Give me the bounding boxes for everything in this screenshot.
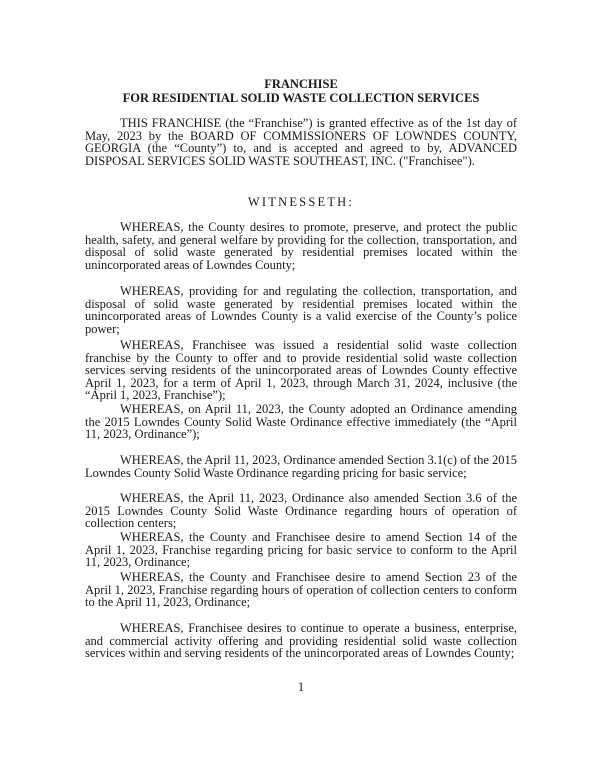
- whereas-paragraph-1: WHEREAS, the County desires to promote, preserve, and protect the public health, safety, and general welfare by providing for the collection, transportation, and disposal of solid waste generated by residential premises located within the unincorporated areas of Lowndes County;: [85, 220, 517, 272]
- whereas-paragraph-7: WHEREAS, the County and Franchisee desire to amend Section 14 of the April 1, 2023, Franchise regarding pricing for basic service to conform to the April 11, 2023, Ordinance;: [85, 530, 517, 570]
- whereas-paragraph-9: WHEREAS, Franchisee desires to continue to operate a business, enterprise, and commercial activity offering and providing residential solid waste collection services within and serving residents of the unincorporated areas of Lowndes County;: [85, 621, 517, 661]
- intro-paragraph: THIS FRANCHISE (the “Franchise”) is granted effective as of the 1st day of May, 2023 by the BOARD OF COMMISSIONERS OF LOWNDES COUNTY, GEORGIA (the “County”) to, and is accepted and agreed to by, ADVANCED DISPOSAL SERVICES SOLID WASTE SOUTHEAST, INC. ("Franchisee").: [85, 116, 517, 168]
- whereas-paragraph-6: WHEREAS, the April 11, 2023, Ordinance also amended Section 3.6 of the 2015 Lowndes County Solid Waste Ordinance regarding hours of operation of collection centers;: [85, 491, 517, 531]
- document-title: [85, 78, 517, 104]
- whereas-paragraph-3: WHEREAS, Franchisee was issued a residential solid waste collection franchise by the County to offer and to provide residential solid waste collection services serving residents of the unincorporated areas of Lowndes County effective April 1, 2023, for a term of April 1, 2023, through March 31, 2024, inclusive (the “April 1, 2023, Franchise”);: [85, 338, 517, 403]
- title-line-1: FRANCHISE: [264, 77, 338, 91]
- whereas-paragraph-4: WHEREAS, on April 11, 2023, the County adopted an Ordinance amending the 2015 Lowndes County Solid Waste Ordinance effective immediately (the “April 11, 2023, Ordinance”);: [85, 402, 517, 442]
- whereas-paragraph-8: WHEREAS, the County and Franchisee desire to amend Section 23 of the April 1, 2023, Franchise regarding hours of operation of collection centers to conform to the April 11, 2023, Ordinance;: [85, 570, 517, 610]
- witnesseth-heading: WITNESSETH:: [247, 195, 355, 209]
- whereas-paragraph-2: WHEREAS, providing for and regulating the collection, transportation, and disposal of solid waste generated by residential premises located within the unincorporated areas of Lowndes County is a valid exercise of the County’s police power;: [85, 284, 517, 336]
- page-number: 1: [297, 680, 305, 694]
- title-line-2: FOR RESIDENTIAL SOLID WASTE COLLECTION SERVICES: [122, 90, 480, 105]
- whereas-paragraph-5: WHEREAS, the April 11, 2023, Ordinance amended Section 3.1(c) of the 2015 Lowndes County Solid Waste Ordinance regarding pricing for basic service;: [85, 453, 518, 480]
